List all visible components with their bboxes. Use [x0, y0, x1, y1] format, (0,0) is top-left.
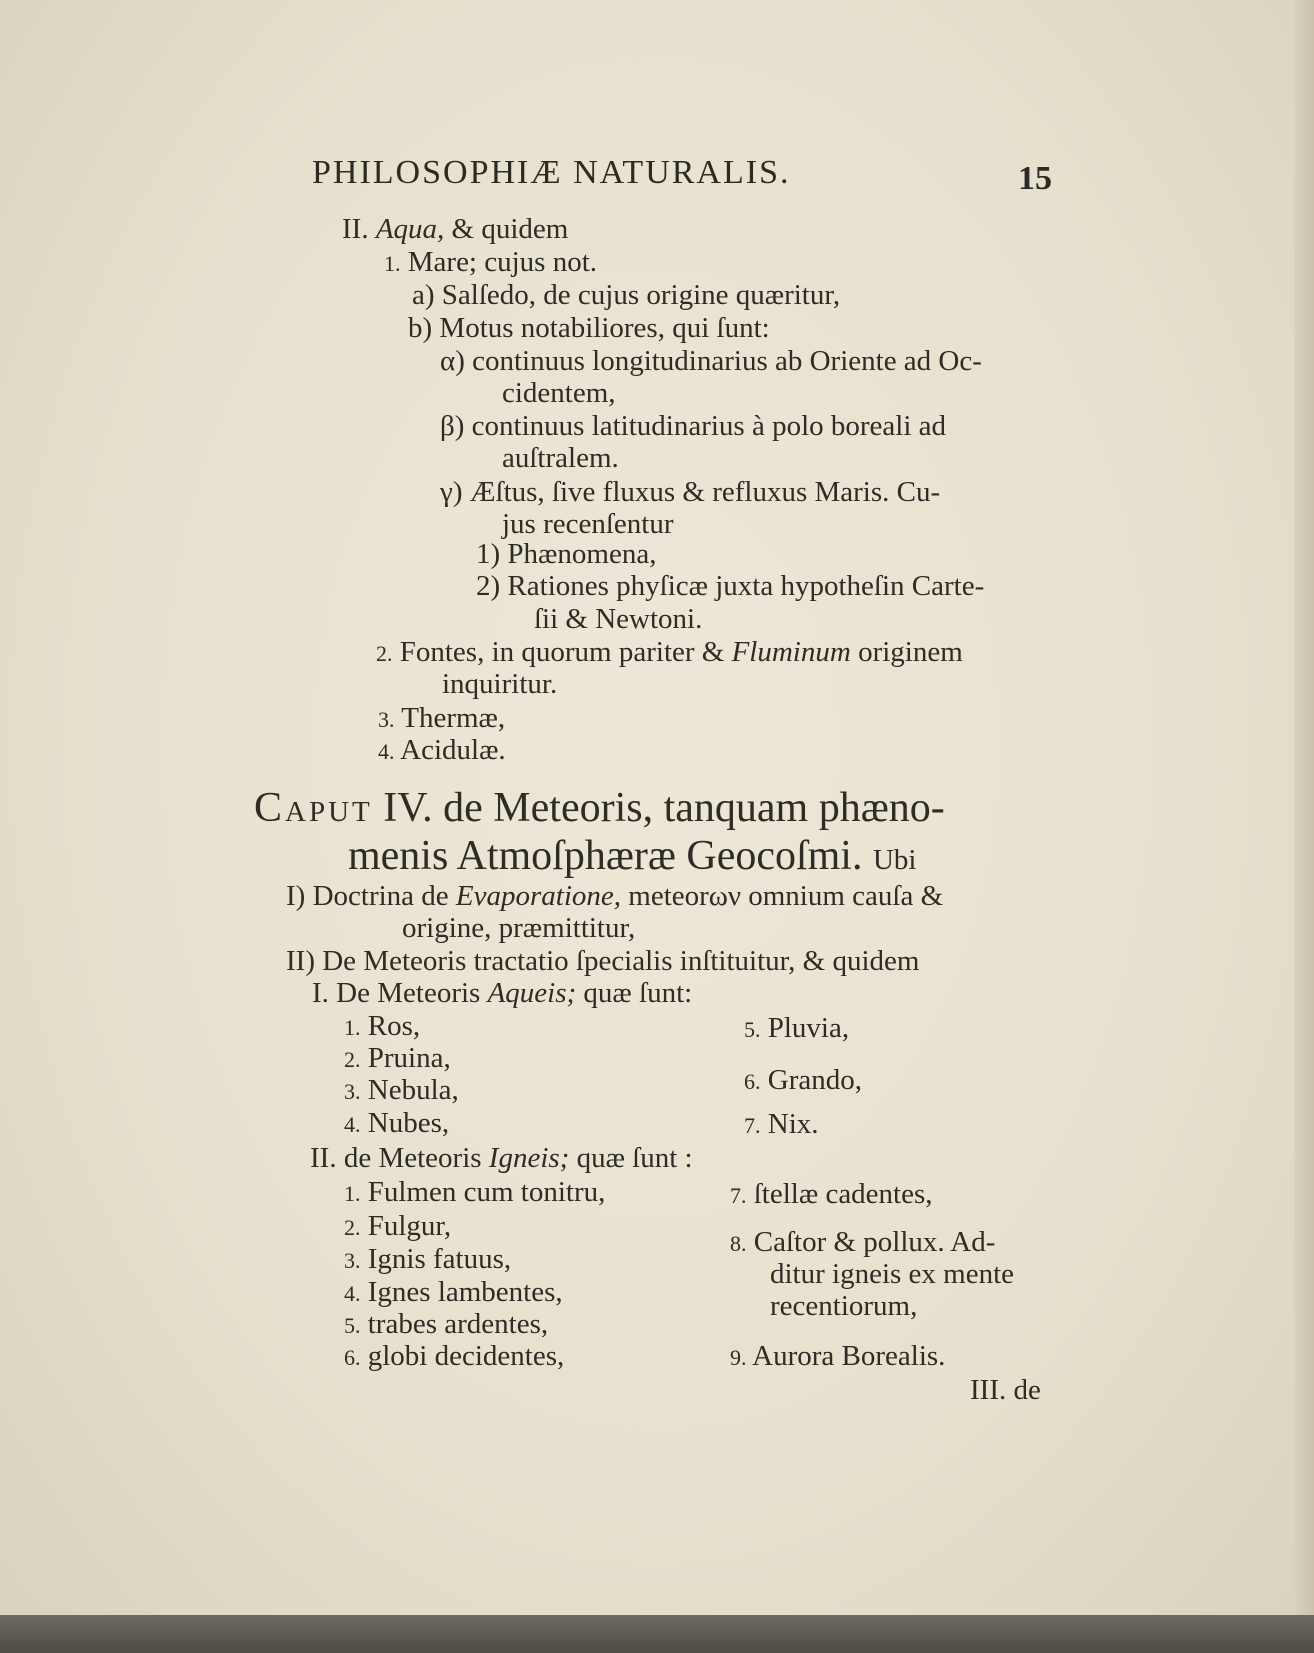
beta-line: β) continuus latitudinarius à polo boreali ad	[440, 410, 947, 442]
list-item: 6. Grando,	[744, 1064, 862, 1096]
list-item: 8. Caſtor & pollux. Ad-	[730, 1226, 996, 1258]
alpha-line: α) continuus longitudinarius ab Oriente ad Oc-	[440, 345, 982, 377]
alpha-line-2: cidentem,	[502, 377, 616, 409]
rationes-line: 2) Rationes phyſicæ juxta hypotheſin Carte-	[476, 570, 985, 602]
list-item: 5. trabes ardentes,	[344, 1308, 549, 1340]
list-item: 2. Pruina,	[344, 1042, 451, 1074]
fontes-line-2: inquiritur.	[442, 668, 558, 700]
doctrina-line: I) Doctrina de Evaporatione, meteorων omnium cauſa &	[286, 880, 944, 912]
rationes-line-2: ſii & Newtoni.	[534, 603, 703, 635]
thermae-line: 3. Thermæ,	[378, 702, 506, 734]
list-item: 1. Ros,	[344, 1010, 421, 1042]
catchword: III. de	[970, 1374, 1041, 1406]
running-title: PHILOSOPHIÆ NATURALIS.	[312, 154, 791, 191]
list-item: 7. Nix.	[744, 1108, 819, 1140]
fontes-line: 2. Fontes, in quorum pariter & Fluminum originem	[376, 636, 963, 668]
list-item: 1. Fulmen cum tonitru,	[344, 1176, 606, 1208]
list-item: 6. globi decidentes,	[344, 1340, 565, 1372]
list-item: 4. Ignes lambentes,	[344, 1276, 563, 1308]
list-item: 3. Nebula,	[344, 1074, 459, 1106]
caput-heading: Caput IV. de Meteoris, tanquam phæno-	[254, 785, 945, 831]
list-item: 9. Aurora Borealis.	[730, 1340, 946, 1372]
phaenomena-line: 1) Phænomena,	[476, 538, 657, 570]
igneis-heading: II. de Meteoris Igneis; quæ ſunt :	[310, 1142, 693, 1174]
beta-line-2: auſtralem.	[502, 442, 619, 474]
list-item: recentiorum,	[770, 1290, 918, 1322]
list-item: 7. ſtellæ cadentes,	[730, 1178, 933, 1210]
list-item: 2. Fulgur,	[344, 1210, 452, 1242]
mare-line: 1. Mare; cujus not.	[384, 246, 598, 278]
doctrina-line-2: origine, præmittitur,	[402, 912, 636, 944]
acidulae-line: 4. Acidulæ.	[378, 734, 506, 766]
page-number: 15	[1018, 160, 1052, 197]
gamma-line-2: jus recenſentur	[502, 508, 674, 540]
caput-heading-2: menis Atmoſphæræ Geocoſmi. Ubi	[348, 833, 917, 879]
motus-line: b) Motus notabiliores, qui ſunt:	[408, 312, 770, 344]
list-item: 3. Ignis fatuus,	[344, 1243, 512, 1275]
tractatio-line: II) De Meteoris tractatio ſpecialis inſtituitur, & quidem	[286, 945, 920, 977]
gamma-line: γ) Æſtus, ſive fluxus & refluxus Maris. Cu-	[440, 476, 941, 508]
salsedo-line: a) Salſedo, de cujus origine quæritur,	[412, 279, 841, 311]
list-item: 5. Pluvia,	[744, 1012, 850, 1044]
aqua-heading: II. Aqua, & quidem	[342, 213, 569, 245]
scan-bottom-band	[0, 1615, 1314, 1653]
list-item: ditur igneis ex mente	[770, 1258, 1015, 1290]
aqueis-heading: I. De Meteoris Aqueis; quæ ſunt:	[312, 977, 693, 1009]
page-edge	[1294, 0, 1314, 1615]
list-item: 4. Nubes,	[344, 1107, 450, 1139]
